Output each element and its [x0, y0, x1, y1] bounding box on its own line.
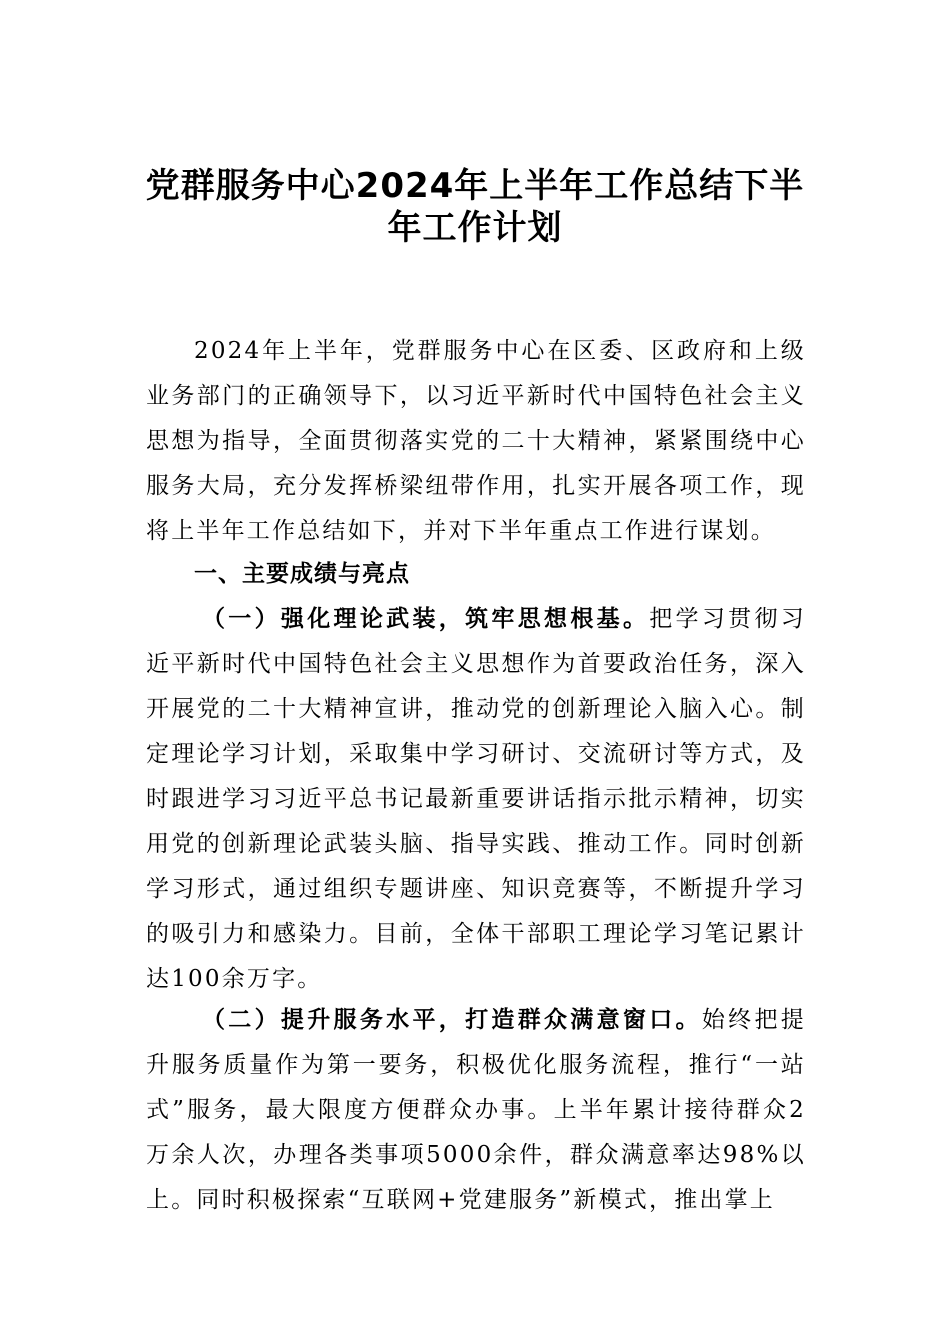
document-title-line-2: 年工作计划	[387, 208, 563, 248]
item-2-lead: （二）提升服务水平，打造群众满意窗口。	[202, 1006, 702, 1033]
intro-paragraph: 2024年上半年，党群服务中心在区委、区政府和上级业务部门的正确领导下，以习近平新时代中国特色社会主义思想为指导，全面贯彻落实党的二十大精神，紧紧围绕中心服务大局，充分发挥桥梁纽带作用，扎实开展各项工作，现将上半年工作总结如下，并对下半年重点工作进行谋划。	[146, 338, 806, 544]
item-2-text: 始终把提升服务质量作为第一要务，积极优化服务流程，推行“一站式”服务，最大限度方便群众办事。上半年累计接待群众2万余人次，办理各类事项5000余件，群众满意率达98%以上。同时积极探索“互联网+党建服务”新模式，推出掌上	[146, 1007, 806, 1213]
item-2-paragraph	[146, 997, 806, 1223]
item-1-paragraph	[146, 596, 806, 1002]
document-title-line-1: 党群服务中心2024年上半年工作总结下半	[145, 166, 805, 206]
item-1-lead: （一）强化理论武装，筑牢思想根基。	[202, 605, 650, 632]
item-1-text: 把学习贯彻习近平新时代中国特色社会主义思想作为首要政治任务，深入开展党的二十大精神宣讲，推动党的创新理论入脑入心。制定理论学习计划，采取集中学习研讨、交流研讨等方式，及时跟进学习习近平总书记最新重要讲话指示批示精神，切实用党的创新理论武装头脑、指导实践、推动工作。同时创新学习形式，通过组织专题讲座、知识竞赛等，不断提升学习的吸引力和感染力。目前，全体干部职工理论学习笔记累计达100余万字。	[146, 606, 806, 992]
section-heading-1: 一、主要成绩与亮点	[194, 561, 410, 587]
